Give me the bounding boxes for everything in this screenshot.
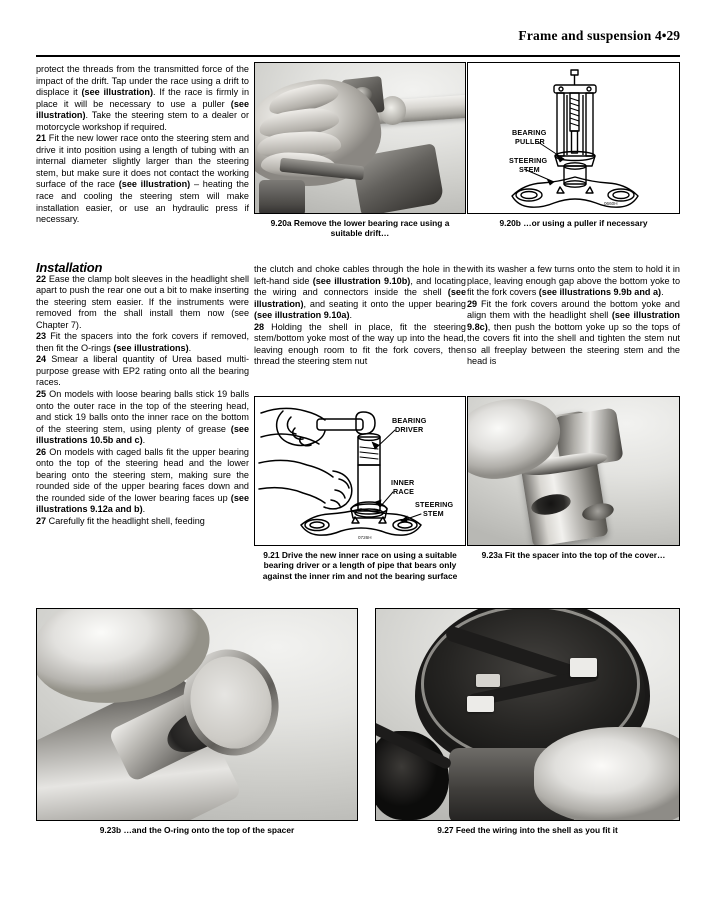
diagram-label-steering: STEERING <box>509 156 548 165</box>
figure-9-20a <box>254 62 466 239</box>
text-run: , and locating the wiring and connectors inside the shell <box>254 275 466 298</box>
step-27-continuation <box>254 264 466 322</box>
header-rule <box>36 55 680 57</box>
diagram-label-bearing: BEARING <box>392 416 427 425</box>
step-number: 29 <box>467 298 478 309</box>
step-number: 25 <box>36 389 47 400</box>
step-27 <box>36 516 249 528</box>
photo-lower-bearing-race-drift <box>255 63 465 213</box>
text-run: Fit the new lower race onto the steering stem and drive it into position using a length of tubing with an internal diameter slightly larger than the steering stem, but make sure it does not contact the working surface of the race <box>36 133 249 190</box>
cross-reference: (see illustration 9.8c) <box>467 310 680 332</box>
step-21 <box>36 133 249 225</box>
step-number: 27 <box>36 516 47 527</box>
text-run: Fit the spacers into the fork covers if removed, then fit the O-rings <box>36 331 249 353</box>
diagram-label-puller: PULLER <box>515 137 545 146</box>
cross-reference: (see illustration) <box>254 287 466 309</box>
section-heading-installation: Installation <box>36 260 103 275</box>
photo-feed-wiring-into-shell <box>376 609 679 820</box>
column-1-top-text <box>36 64 249 226</box>
text-run: Carefully fit the headlight shell, feeding <box>46 516 205 527</box>
photo-oring-onto-spacer <box>37 609 357 820</box>
figure-9-20a-caption: 9.20a Remove the lower bearing race using a suitable drift… <box>270 218 450 239</box>
cross-reference: (see illustrations 10.5b and c) <box>36 423 249 446</box>
diagram-code: 0726H <box>358 535 372 540</box>
figure-9-27-image <box>375 608 680 821</box>
diagram-bearing-puller <box>468 63 679 213</box>
figure-9-20b-image <box>467 62 680 214</box>
figure-9-27-caption: 9.27 Feed the wiring into the shell as you fit it <box>437 825 618 835</box>
step-28-continuation <box>467 264 680 299</box>
text-run: protect the threads from the transmitted force of the impact of the drift. Tap under the race using a drift to displace it <box>36 64 249 98</box>
cross-reference: (see illustration 9.10a) <box>254 310 350 321</box>
step-number: 24 <box>36 354 47 365</box>
cross-reference: (see illustrations 9.9b and a) <box>538 287 662 298</box>
step-26 <box>36 447 249 516</box>
figure-9-21-image <box>254 396 466 546</box>
cross-reference: (see illustration) <box>118 179 191 190</box>
diagram-label-steering: STEERING <box>415 500 454 509</box>
cross-reference: (see illustration) <box>36 98 249 121</box>
diagram-label-inner: INNER <box>391 478 415 487</box>
diagram-label-stem: STEM <box>519 165 540 174</box>
column-1-installation-text <box>36 262 249 528</box>
photo-spacer-into-cover <box>468 397 679 545</box>
step-24 <box>36 354 249 389</box>
paragraph-continuation <box>36 64 249 133</box>
text-run: Smear a liberal quantity of Urea based multi-purpose grease with EP2 rating onto all the bearing races. <box>36 354 249 388</box>
cross-reference: (see illustrations 9.12a and b) <box>36 492 249 515</box>
text-run: On models with loose bearing balls stick 19 balls onto the outer race in the top of the steering head, and stick 19 balls onto the inner race on the bottom of the steering stem, using plenty of grease <box>36 389 249 434</box>
figure-9-23a-caption: 9.23a Fit the spacer into the top of the cover… <box>481 550 666 560</box>
diagram-bearing-driver <box>255 397 465 545</box>
figure-9-20a-image <box>254 62 466 214</box>
text-run: Ease the clamp bolt sleeves in the headlight shell apart to push the rear one out a bit to make inserting the steering stem easier. If the instruments were removed from the shall install them now (see Chapter 7). <box>36 273 249 330</box>
cross-reference: (see illustration 9.10b) <box>312 275 411 286</box>
text-run: . <box>188 342 192 353</box>
step-number: 28 <box>254 321 265 332</box>
step-23 <box>36 331 249 354</box>
text-run: . <box>142 504 146 515</box>
figure-9-21-caption: 9.21 Drive the new inner race on using a suitable bearing driver or a length of pipe that bears only against the inner rim and not the bearing surface <box>262 550 458 581</box>
diagram-label-driver: DRIVER <box>395 425 424 434</box>
text-run: , and seating it onto the upper bearing <box>303 298 466 309</box>
text-run: . <box>349 310 353 321</box>
cross-reference: (see illustration) <box>81 87 153 98</box>
header-title: Frame and suspension <box>518 28 652 43</box>
cross-reference: (see illustrations) <box>113 342 189 353</box>
diagram-code: 0660H <box>604 201 618 206</box>
figure-9-27 <box>375 608 680 835</box>
text-run: . <box>661 287 664 298</box>
figure-9-20b <box>467 62 680 228</box>
header-section: 4•29 <box>655 28 680 43</box>
diagram-label-race: RACE <box>393 487 415 496</box>
text-run: . If the race is firmly in place it will be necessary to use a puller <box>36 87 249 109</box>
figure-9-23b <box>36 608 358 835</box>
text-run: – heating the race and cooling the steering stem will make installation easier, or use an hydraulic press if necessary. <box>36 179 249 225</box>
text-run: , then push the bottom yoke up so the tops of the covers fit into the shell and tighten the stem nut so all freeplay between the steering stem and the head is <box>467 321 680 367</box>
figure-9-23a-image <box>467 396 680 546</box>
step-29 <box>467 299 680 368</box>
page-header <box>36 28 680 44</box>
diagram-label-bearing: BEARING <box>512 128 547 137</box>
step-number: 23 <box>36 331 47 342</box>
text-run: . Take the steering stem to a dealer or motorcycle workshop if required. <box>36 110 249 132</box>
text-run: the clutch and choke cables through the hole in the left-hand side <box>254 264 466 286</box>
text-run: Holding the shell in place, fit the steering stem/bottom yoke most of the way up into the head, leaving enough room to fit the fork covers, then thread the steering stem nut <box>254 321 466 367</box>
diagram-label-stem: STEM <box>423 509 444 518</box>
step-25 <box>36 389 249 447</box>
step-number: 26 <box>36 446 47 457</box>
text-run: On models with caged balls fit the upper bearing onto the top of the steering head and the lower bearing onto the steering stem, making sure the rounded side of the upper bearing faces down and the rounded side of the lower bearing faces up <box>36 446 249 503</box>
column-3-text <box>467 264 680 368</box>
column-2-text <box>254 264 466 368</box>
figure-9-23b-caption: 9.23b …and the O-ring onto the top of the spacer <box>99 825 295 835</box>
text-run: with its washer a few turns onto the stem to hold it in place, leaving enough gap above the bottom yoke to fit the fork covers <box>467 264 680 298</box>
step-number: 21 <box>36 133 47 144</box>
figure-9-20b-caption: 9.20b …or using a puller if necessary <box>499 218 648 228</box>
figure-9-23a <box>467 396 680 560</box>
step-22 <box>36 274 249 332</box>
figure-9-23b-image <box>36 608 358 821</box>
step-number: 22 <box>36 273 47 284</box>
text-run: Fit the fork covers around the bottom yoke and align them with the headlight shell <box>467 298 680 321</box>
step-28 <box>254 322 466 368</box>
figure-9-21 <box>254 396 466 581</box>
text-run: . <box>142 435 146 446</box>
